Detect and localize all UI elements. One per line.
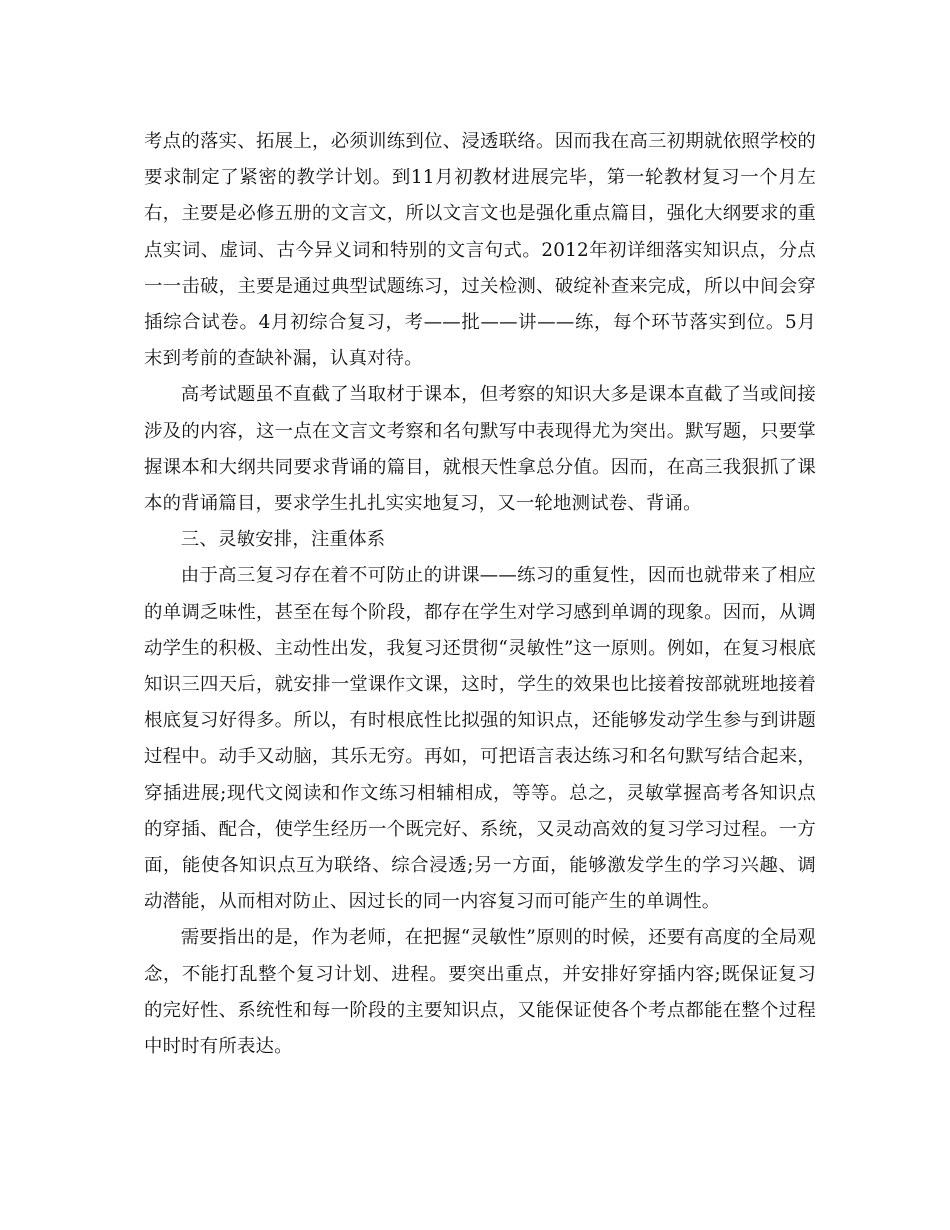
- section-heading: 三、灵敏安排，注重体系: [180, 529, 386, 551]
- paragraph-flexibility: 由于高三复习存在着不可防止的讲课——练习的重复性，因而也就带来了相应的单调乏味性，甚至在每个阶段，都存在学生对学习感到单调的现象。因而，从调动学生的积极、主动性出发，我复习还贯彻“灵敏性”这一原则。例如，在复习根底知识三四天后，就安排一堂课作文课，这时，学生的效果也比接着按部就班地接着根底复习好得多。所以，有时根底性比拟强的知识点，还能够发动学生参与到讲题过程中。动手又动脑，其乐无穷。再如，可把语言表达练习和名句默写结合起来，穿插进展;现代文阅读和作文练习相辅相成，等等。总之，灵敏掌握高考各知识点的穿插、配合，使学生经历一个既完好、系统，又灵动高效的复习学习过程。一方面，能使各知识点互为联络、综合浸透;另一方面，能够激发学生的学习兴趣、调动潜能，从而相对防止、因过长的同一内容复习而可能产生的单调性。: [144, 565, 816, 913]
- paragraph-teacher-note: 需要指出的是，作为老师，在把握“灵敏性”原则的时候，还要有高度的全局观念，不能打乱整个复习计划、进程。要突出重点，并安排好穿插内容;既保证复习的完好性、系统性和每一阶段的主要知识点，又能保证使各个考点都能在整个过程中时时有所表达。: [144, 927, 816, 1058]
- document-body: [144, 124, 816, 1065]
- paragraph-continuation: 考点的落实、拓展上，必须训练到位、浸透联络。因而我在高三初期就依照学校的要求制定了紧密的教学计划。到11月初教材进展完毕，第一轮教材复习一个月左右，主要是必修五册的文言文，所以文言文也是强化重点篇目，强化大纲要求的重点实词、虚词、古今异义词和特别的文言句式。2012年初详细落实知识点，分点一一击破，主要是通过典型试题练习，过关检测、破绽补查来完成，所以中间会穿插综合试卷。4月初综合复习，考——批——讲——练，每个环节落实到位。5月末到考前的查缺补漏，认真对待。: [144, 131, 816, 370]
- paragraph-textbook-recitation: 高考试题虽不直截了当取材于课本，但考察的知识大多是课本直截了当或间接涉及的内容，这一点在文言文考察和名句默写中表现得尤为突出。默写题，只要掌握课本和大纲共同要求背诵的篇目，就根天性拿总分值。因而，在高三我狠抓了课本的背诵篇目，要求学生扎扎实实地复习，又一轮地测试卷、背诵。: [144, 384, 816, 515]
